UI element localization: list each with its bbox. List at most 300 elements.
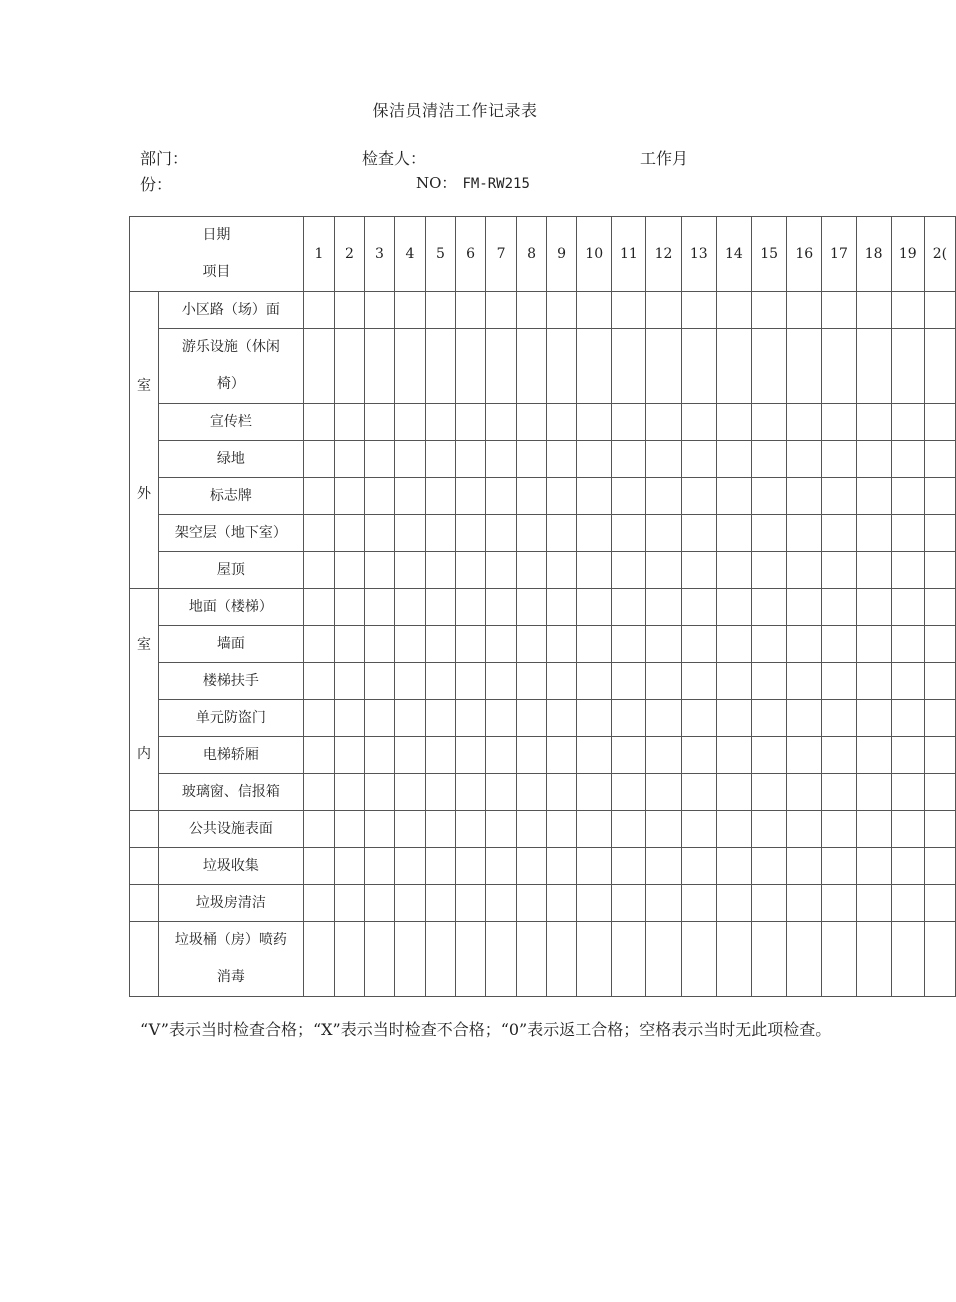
check-cell[interactable] [612,552,646,589]
check-cell[interactable] [891,700,924,737]
check-cell[interactable] [646,515,681,552]
check-cell[interactable] [426,589,456,626]
check-cell[interactable] [856,737,891,774]
check-cell[interactable] [456,515,486,552]
check-cell[interactable] [787,922,822,997]
check-cell[interactable] [456,700,486,737]
check-cell[interactable] [856,885,891,922]
check-cell[interactable] [612,737,646,774]
check-cell[interactable] [924,478,955,515]
check-cell[interactable] [303,922,334,997]
check-cell[interactable] [364,700,394,737]
check-cell[interactable] [787,626,822,663]
check-cell[interactable] [486,700,517,737]
check-cell[interactable] [577,811,612,848]
check-cell[interactable] [716,404,751,441]
check-cell[interactable] [517,922,547,997]
check-cell[interactable] [716,478,751,515]
check-cell[interactable] [334,292,364,329]
check-cell[interactable] [924,811,955,848]
check-cell[interactable] [716,292,751,329]
check-cell[interactable] [681,626,716,663]
check-cell[interactable] [787,737,822,774]
check-cell[interactable] [856,922,891,997]
check-cell[interactable] [681,552,716,589]
check-cell[interactable] [924,329,955,404]
check-cell[interactable] [681,737,716,774]
check-cell[interactable] [394,700,425,737]
check-cell[interactable] [364,626,394,663]
check-cell[interactable] [426,329,456,404]
check-cell[interactable] [891,292,924,329]
check-cell[interactable] [716,626,751,663]
check-cell[interactable] [856,441,891,478]
check-cell[interactable] [787,552,822,589]
check-cell[interactable] [822,737,856,774]
check-cell[interactable] [517,589,547,626]
check-cell[interactable] [681,292,716,329]
check-cell[interactable] [612,774,646,811]
check-cell[interactable] [456,441,486,478]
check-cell[interactable] [577,404,612,441]
check-cell[interactable] [547,404,577,441]
check-cell[interactable] [486,552,517,589]
check-cell[interactable] [681,811,716,848]
check-cell[interactable] [787,663,822,700]
check-cell[interactable] [303,515,334,552]
check-cell[interactable] [646,700,681,737]
check-cell[interactable] [456,478,486,515]
check-cell[interactable] [303,404,334,441]
check-cell[interactable] [716,922,751,997]
check-cell[interactable] [394,589,425,626]
check-cell[interactable] [334,515,364,552]
check-cell[interactable] [787,404,822,441]
check-cell[interactable] [612,589,646,626]
check-cell[interactable] [752,292,787,329]
check-cell[interactable] [924,515,955,552]
check-cell[interactable] [891,626,924,663]
check-cell[interactable] [822,404,856,441]
check-cell[interactable] [752,922,787,997]
check-cell[interactable] [303,441,334,478]
check-cell[interactable] [787,811,822,848]
check-cell[interactable] [612,922,646,997]
check-cell[interactable] [822,700,856,737]
check-cell[interactable] [924,292,955,329]
check-cell[interactable] [364,292,394,329]
check-cell[interactable] [364,329,394,404]
check-cell[interactable] [486,515,517,552]
check-cell[interactable] [577,922,612,997]
check-cell[interactable] [752,404,787,441]
check-cell[interactable] [822,478,856,515]
check-cell[interactable] [426,700,456,737]
check-cell[interactable] [646,663,681,700]
check-cell[interactable] [456,848,486,885]
check-cell[interactable] [334,774,364,811]
check-cell[interactable] [787,885,822,922]
check-cell[interactable] [394,774,425,811]
check-cell[interactable] [752,737,787,774]
check-cell[interactable] [334,626,364,663]
check-cell[interactable] [394,663,425,700]
check-cell[interactable] [486,922,517,997]
check-cell[interactable] [752,885,787,922]
check-cell[interactable] [716,774,751,811]
check-cell[interactable] [517,848,547,885]
check-cell[interactable] [752,441,787,478]
check-cell[interactable] [517,329,547,404]
check-cell[interactable] [681,885,716,922]
check-cell[interactable] [787,292,822,329]
check-cell[interactable] [681,441,716,478]
check-cell[interactable] [577,441,612,478]
check-cell[interactable] [856,848,891,885]
check-cell[interactable] [646,626,681,663]
check-cell[interactable] [456,626,486,663]
check-cell[interactable] [517,292,547,329]
check-cell[interactable] [426,774,456,811]
check-cell[interactable] [456,922,486,997]
check-cell[interactable] [891,478,924,515]
check-cell[interactable] [394,848,425,885]
check-cell[interactable] [517,811,547,848]
check-cell[interactable] [486,811,517,848]
check-cell[interactable] [752,811,787,848]
check-cell[interactable] [426,663,456,700]
check-cell[interactable] [364,811,394,848]
check-cell[interactable] [681,774,716,811]
check-cell[interactable] [486,737,517,774]
check-cell[interactable] [394,922,425,997]
check-cell[interactable] [547,478,577,515]
check-cell[interactable] [856,811,891,848]
check-cell[interactable] [891,885,924,922]
check-cell[interactable] [752,848,787,885]
check-cell[interactable] [752,663,787,700]
check-cell[interactable] [426,292,456,329]
check-cell[interactable] [891,922,924,997]
check-cell[interactable] [517,737,547,774]
check-cell[interactable] [681,589,716,626]
check-cell[interactable] [856,663,891,700]
check-cell[interactable] [426,478,456,515]
check-cell[interactable] [334,737,364,774]
check-cell[interactable] [856,515,891,552]
check-cell[interactable] [577,626,612,663]
check-cell[interactable] [577,774,612,811]
check-cell[interactable] [822,292,856,329]
check-cell[interactable] [303,848,334,885]
check-cell[interactable] [517,700,547,737]
check-cell[interactable] [364,737,394,774]
check-cell[interactable] [612,292,646,329]
check-cell[interactable] [577,885,612,922]
check-cell[interactable] [787,441,822,478]
check-cell[interactable] [646,811,681,848]
check-cell[interactable] [517,626,547,663]
check-cell[interactable] [547,515,577,552]
check-cell[interactable] [716,848,751,885]
check-cell[interactable] [752,515,787,552]
check-cell[interactable] [456,774,486,811]
check-cell[interactable] [681,848,716,885]
check-cell[interactable] [303,663,334,700]
check-cell[interactable] [334,663,364,700]
check-cell[interactable] [547,589,577,626]
check-cell[interactable] [924,922,955,997]
check-cell[interactable] [303,811,334,848]
check-cell[interactable] [577,848,612,885]
check-cell[interactable] [822,515,856,552]
check-cell[interactable] [646,922,681,997]
check-cell[interactable] [787,700,822,737]
check-cell[interactable] [334,811,364,848]
check-cell[interactable] [787,329,822,404]
check-cell[interactable] [394,811,425,848]
check-cell[interactable] [577,292,612,329]
check-cell[interactable] [394,329,425,404]
check-cell[interactable] [612,478,646,515]
check-cell[interactable] [822,774,856,811]
check-cell[interactable] [303,737,334,774]
check-cell[interactable] [856,589,891,626]
check-cell[interactable] [856,329,891,404]
check-cell[interactable] [822,922,856,997]
check-cell[interactable] [752,589,787,626]
check-cell[interactable] [577,700,612,737]
check-cell[interactable] [891,737,924,774]
check-cell[interactable] [364,515,394,552]
check-cell[interactable] [716,329,751,404]
check-cell[interactable] [517,663,547,700]
check-cell[interactable] [752,329,787,404]
check-cell[interactable] [456,811,486,848]
check-cell[interactable] [426,922,456,997]
check-cell[interactable] [612,848,646,885]
check-cell[interactable] [486,292,517,329]
check-cell[interactable] [612,663,646,700]
check-cell[interactable] [822,441,856,478]
check-cell[interactable] [891,441,924,478]
check-cell[interactable] [486,404,517,441]
check-cell[interactable] [787,515,822,552]
check-cell[interactable] [394,885,425,922]
check-cell[interactable] [517,478,547,515]
check-cell[interactable] [456,737,486,774]
check-cell[interactable] [334,404,364,441]
check-cell[interactable] [716,663,751,700]
check-cell[interactable] [456,663,486,700]
check-cell[interactable] [303,478,334,515]
check-cell[interactable] [924,774,955,811]
check-cell[interactable] [891,811,924,848]
check-cell[interactable] [752,626,787,663]
check-cell[interactable] [303,292,334,329]
check-cell[interactable] [891,404,924,441]
check-cell[interactable] [646,885,681,922]
check-cell[interactable] [752,700,787,737]
check-cell[interactable] [856,404,891,441]
check-cell[interactable] [924,848,955,885]
check-cell[interactable] [486,626,517,663]
check-cell[interactable] [612,404,646,441]
check-cell[interactable] [822,626,856,663]
check-cell[interactable] [577,589,612,626]
check-cell[interactable] [486,329,517,404]
check-cell[interactable] [364,774,394,811]
check-cell[interactable] [752,774,787,811]
check-cell[interactable] [456,292,486,329]
check-cell[interactable] [517,774,547,811]
check-cell[interactable] [681,478,716,515]
check-cell[interactable] [856,292,891,329]
check-cell[interactable] [334,329,364,404]
check-cell[interactable] [822,552,856,589]
check-cell[interactable] [646,737,681,774]
check-cell[interactable] [924,700,955,737]
check-cell[interactable] [334,552,364,589]
check-cell[interactable] [486,478,517,515]
check-cell[interactable] [426,848,456,885]
check-cell[interactable] [891,552,924,589]
check-cell[interactable] [577,478,612,515]
check-cell[interactable] [517,552,547,589]
check-cell[interactable] [456,552,486,589]
check-cell[interactable] [426,441,456,478]
check-cell[interactable] [787,774,822,811]
check-cell[interactable] [891,329,924,404]
check-cell[interactable] [752,552,787,589]
check-cell[interactable] [426,885,456,922]
check-cell[interactable] [681,663,716,700]
check-cell[interactable] [517,515,547,552]
check-cell[interactable] [924,404,955,441]
check-cell[interactable] [646,478,681,515]
check-cell[interactable] [364,885,394,922]
check-cell[interactable] [681,404,716,441]
check-cell[interactable] [364,922,394,997]
check-cell[interactable] [547,329,577,404]
check-cell[interactable] [547,848,577,885]
check-cell[interactable] [577,663,612,700]
check-cell[interactable] [716,700,751,737]
check-cell[interactable] [517,441,547,478]
check-cell[interactable] [646,329,681,404]
check-cell[interactable] [486,589,517,626]
check-cell[interactable] [822,885,856,922]
check-cell[interactable] [787,478,822,515]
check-cell[interactable] [856,552,891,589]
check-cell[interactable] [426,626,456,663]
check-cell[interactable] [924,737,955,774]
check-cell[interactable] [822,848,856,885]
check-cell[interactable] [547,663,577,700]
check-cell[interactable] [787,589,822,626]
check-cell[interactable] [646,774,681,811]
check-cell[interactable] [426,404,456,441]
check-cell[interactable] [547,737,577,774]
check-cell[interactable] [456,329,486,404]
check-cell[interactable] [681,515,716,552]
check-cell[interactable] [924,885,955,922]
check-cell[interactable] [822,663,856,700]
check-cell[interactable] [364,663,394,700]
check-cell[interactable] [924,663,955,700]
check-cell[interactable] [822,329,856,404]
check-cell[interactable] [891,774,924,811]
check-cell[interactable] [716,515,751,552]
check-cell[interactable] [364,589,394,626]
check-cell[interactable] [577,515,612,552]
check-cell[interactable] [577,737,612,774]
check-cell[interactable] [646,589,681,626]
check-cell[interactable] [924,552,955,589]
check-cell[interactable] [787,848,822,885]
check-cell[interactable] [456,404,486,441]
check-cell[interactable] [303,329,334,404]
check-cell[interactable] [612,811,646,848]
check-cell[interactable] [303,885,334,922]
check-cell[interactable] [486,441,517,478]
check-cell[interactable] [394,737,425,774]
check-cell[interactable] [517,885,547,922]
check-cell[interactable] [856,626,891,663]
check-cell[interactable] [612,700,646,737]
check-cell[interactable] [612,515,646,552]
check-cell[interactable] [547,811,577,848]
check-cell[interactable] [334,922,364,997]
check-cell[interactable] [426,552,456,589]
check-cell[interactable] [394,552,425,589]
check-cell[interactable] [334,441,364,478]
check-cell[interactable] [577,552,612,589]
check-cell[interactable] [486,848,517,885]
check-cell[interactable] [394,626,425,663]
check-cell[interactable] [394,292,425,329]
check-cell[interactable] [646,441,681,478]
check-cell[interactable] [456,885,486,922]
check-cell[interactable] [547,552,577,589]
check-cell[interactable] [486,885,517,922]
check-cell[interactable] [426,737,456,774]
check-cell[interactable] [364,848,394,885]
check-cell[interactable] [547,626,577,663]
check-cell[interactable] [547,774,577,811]
check-cell[interactable] [716,885,751,922]
check-cell[interactable] [517,404,547,441]
check-cell[interactable] [646,292,681,329]
check-cell[interactable] [891,589,924,626]
check-cell[interactable] [394,441,425,478]
check-cell[interactable] [364,441,394,478]
check-cell[interactable] [547,441,577,478]
check-cell[interactable] [646,848,681,885]
check-cell[interactable] [394,478,425,515]
check-cell[interactable] [456,589,486,626]
check-cell[interactable] [822,589,856,626]
check-cell[interactable] [612,329,646,404]
check-cell[interactable] [486,663,517,700]
check-cell[interactable] [426,515,456,552]
check-cell[interactable] [924,626,955,663]
check-cell[interactable] [716,552,751,589]
check-cell[interactable] [612,441,646,478]
check-cell[interactable] [547,292,577,329]
check-cell[interactable] [547,885,577,922]
check-cell[interactable] [752,478,787,515]
